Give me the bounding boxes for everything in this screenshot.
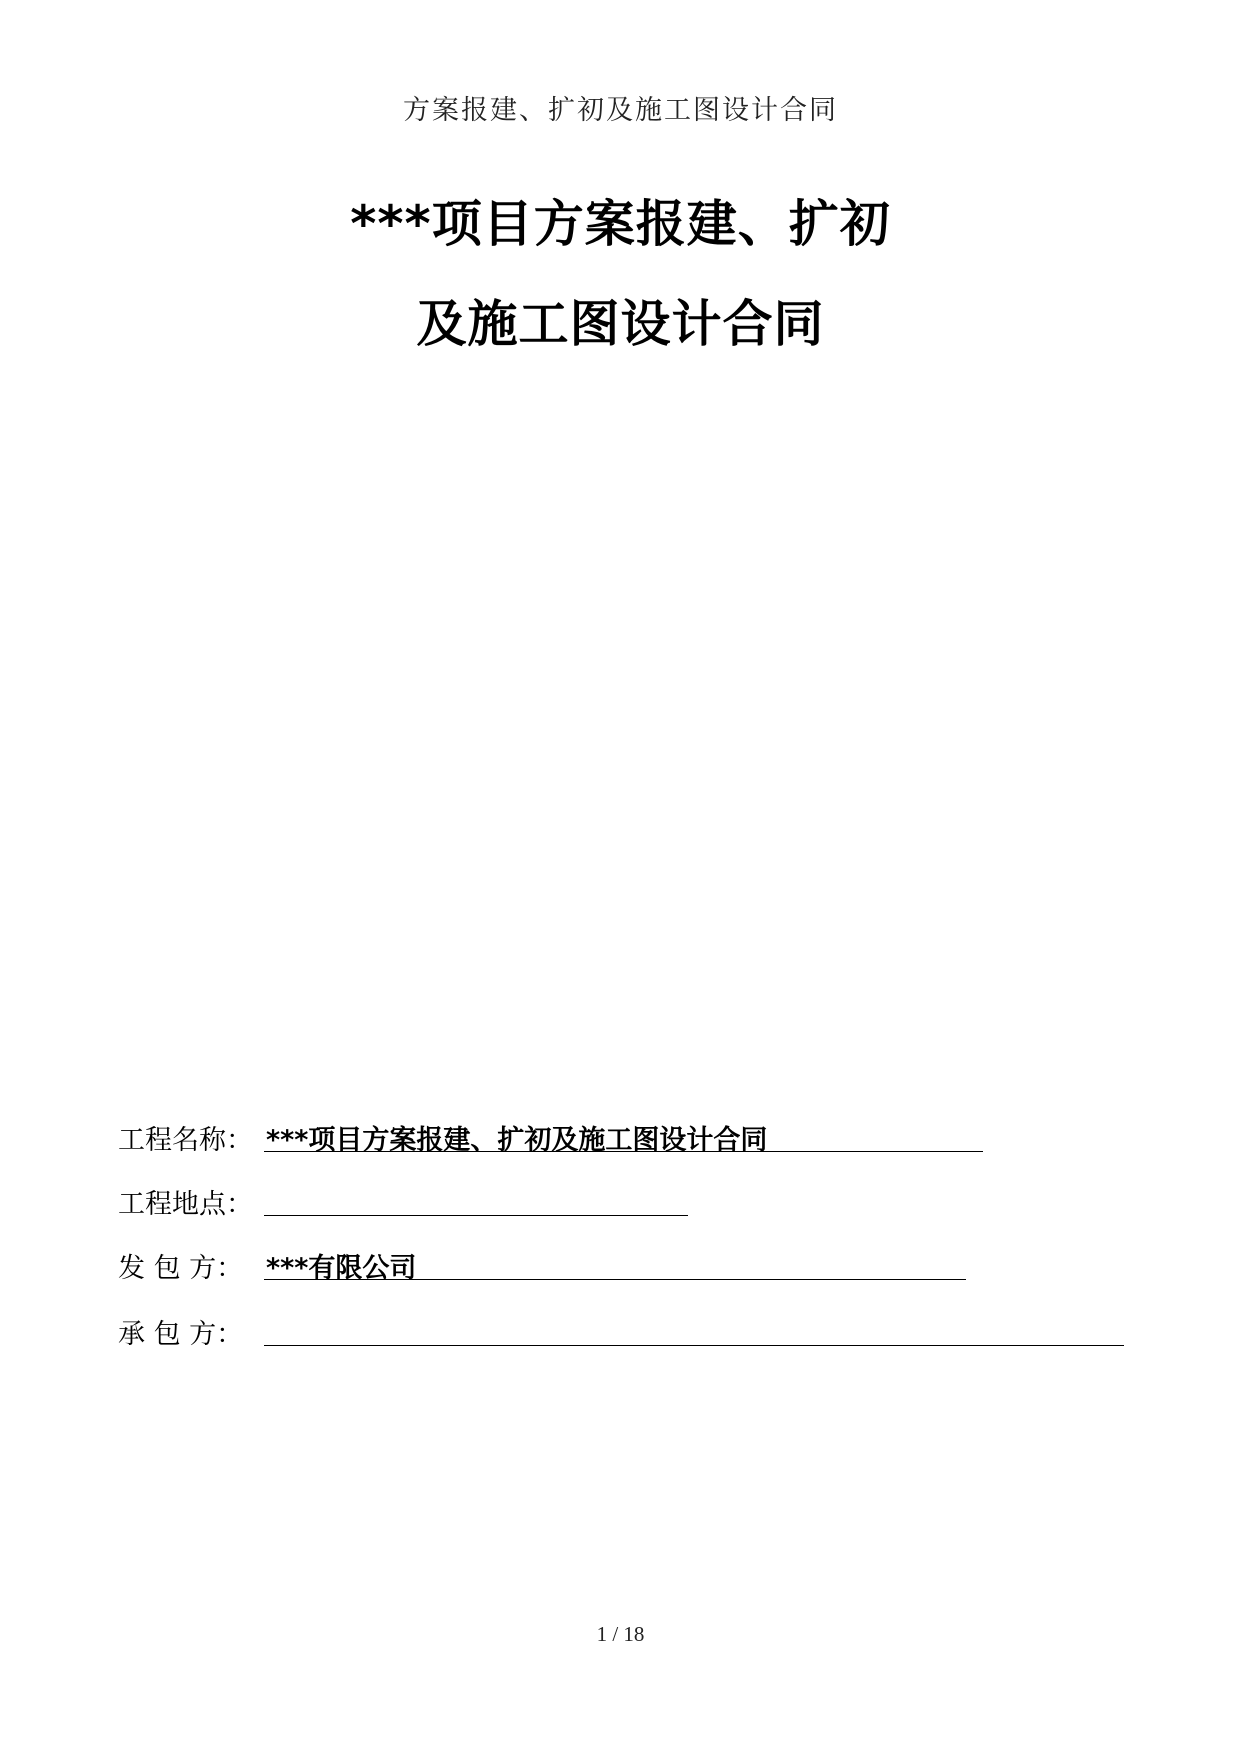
employer-label: 发 包 方： — [118, 1253, 244, 1284]
document-title-line-1: ***项目方案报建、扩初 — [350, 195, 891, 253]
document-title-line-2: 及施工图设计合同 — [416, 295, 825, 353]
project-name-value: ***项目方案报建、扩初及施工图设计合同 — [264, 1118, 983, 1152]
running-header: 方案报建、扩初及施工图设计合同 — [403, 95, 838, 126]
contractor-value — [264, 1312, 1124, 1346]
project-name-label: 工程名称： — [118, 1125, 253, 1156]
page-number: 1 / 18 — [596, 1622, 645, 1646]
employer-value: ***有限公司 — [264, 1246, 966, 1280]
contractor-label: 承 包 方： — [118, 1319, 244, 1350]
project-location-label: 工程地点： — [118, 1189, 253, 1220]
project-location-value — [264, 1182, 688, 1216]
